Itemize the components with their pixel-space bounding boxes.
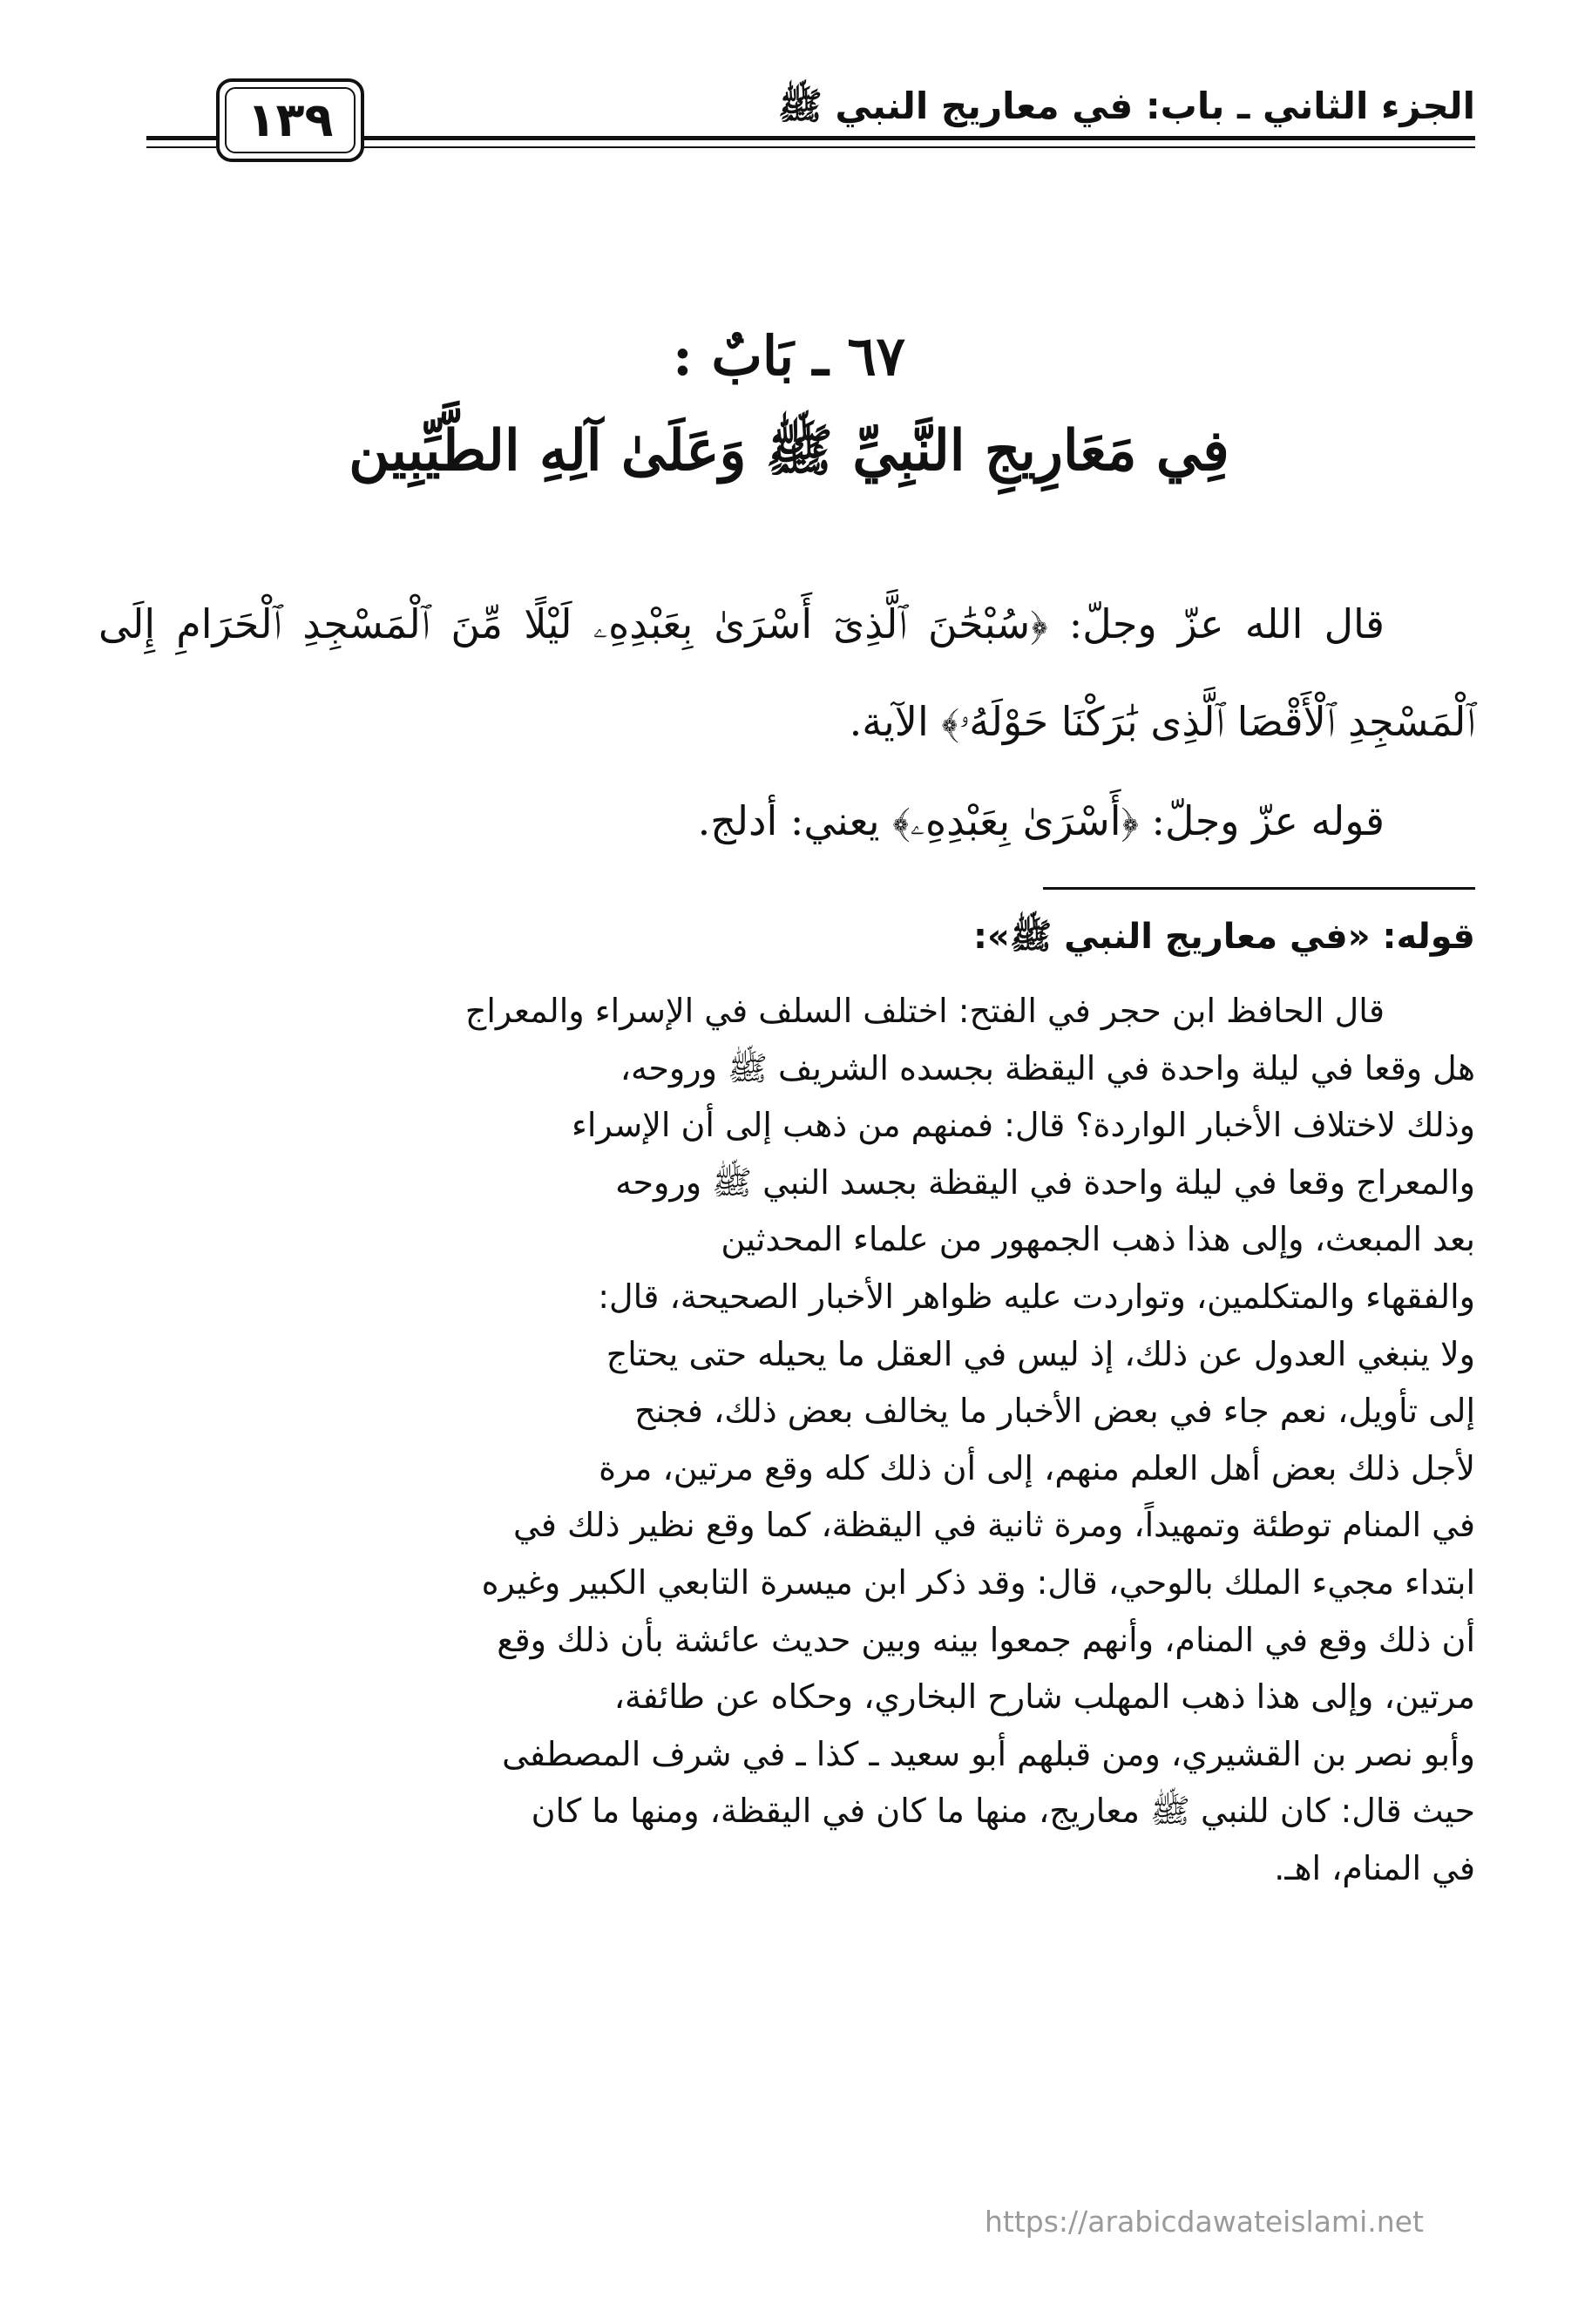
footnote-line: وأبو نصر بن القشيري، ومن قبلهم أبو سعيد ـ كذا ـ في شرف المصطفى [502,1734,1475,1773]
watermark-url: https://arabicdawateislami.net [985,2205,1424,2239]
running-header [0,78,1578,174]
footnote-heading: قوله: «في معاريج النبي ﷺ»: [973,917,1475,957]
footnote-line: مرتين، وإلى هذا ذهب المهلب شارح البخاري، وحكاه عن طائفة، [613,1677,1475,1717]
footnote-line: ولا ينبغي العدول عن ذلك، إذ ليس في العقل ما يحيله حتى يحتاج [606,1334,1475,1373]
page-number-frame [216,78,364,162]
footnote-line: وذلك لاختلاف الأخبار الواردة؟ قال: فمنهم من ذهب إلى أن الإسراء [571,1106,1475,1145]
footnote-line: في المنام، اهـ. [1274,1848,1475,1887]
header-rule-left-thin [146,146,216,148]
footnote-line: قال الحافظ ابن حجر في الفتح: اختلف السلف في الإسراء والمعراج [464,992,1385,1030]
chapter-title: فِي مَعَارِيجِ النَّبِيِّ ﷺ وَعَلَىٰ آلِهِ الطَّيِّبِين [349,418,1229,484]
running-title: الجزء الثاني ـ باب: في معاريج النبي ﷺ [777,85,1475,127]
verse-text: قال الله عزّ وجلّ: ﴿سُبْحَٰنَ ٱلَّذِىٓ أَسْرَىٰ بِعَبْدِهِۦ لَيْلًا مِّنَ ٱلْمَسْجِدِ ٱلْحَرَامِ إِلَى ٱلْمَسْجِدِ ٱلْأَقْصَا ٱلَّذِى بَٰرَكْنَا حَوْلَهُۥ﴾ الآية. [98,600,1475,745]
footnote-line: والمعراج وقعا في ليلة واحدة في اليقظة بجسد النبي ﷺ وروحه [615,1162,1475,1202]
footnote-line: أن ذلك وقع في المنام، وأنهم جمعوا بينه وبين حديث عائشة بأن ذلك وقع [497,1620,1475,1659]
footnote-line: حيث قال: كان للنبي ﷺ معاريج، منها ما كان في اليقظة، ومنها ما كان [531,1792,1475,1831]
footnote-separator [1043,887,1475,890]
footnote-line: بعد المبعث، وإلى هذا ذهب الجمهور من علماء المحدثين [721,1220,1475,1259]
commentary-paragraph [98,772,1475,870]
footnote-line: والفقهاء والمتكلمين، وتواردت عليه ظواهر الأخبار الصحيحة، قال: [598,1277,1475,1316]
header-rule-thin [351,146,1475,148]
verse-paragraph [98,575,1475,770]
footnote-line: هل وقعا في ليلة واحدة في اليقظة بجسده الشريف ﷺ وروحه، [620,1048,1475,1087]
footnote-line: ابتداء مجيء الملك بالوحي، قال: وقد ذكر ابن ميسرة التابعي الكبير وغيره [481,1562,1475,1602]
page-number: ١٣٩ [247,92,334,147]
header-rule-left [146,136,216,140]
footnote-body [98,983,1475,1898]
footnote-line: لأجل ذلك بعض أهل العلم منهم، إلى أن ذلك كله وقع مرتين، مرة [599,1448,1475,1487]
footnote-line: إلى تأويل، نعم جاء في بعض الأخبار ما يخالف بعض ذلك، فجنح [634,1392,1475,1431]
header-rule [351,136,1475,140]
commentary-text: قوله عزّ وجلّ: ﴿أَسْرَىٰ بِعَبْدِهِۦ﴾ يعني: أدلج. [697,797,1385,844]
chapter-number: ٦٧ ـ بَابٌ : [673,324,905,388]
footnote-line: في المنام توطئة وتمهيداً، ومرة ثانية في اليقظة، كما وقع نظير ذلك في [513,1506,1475,1545]
